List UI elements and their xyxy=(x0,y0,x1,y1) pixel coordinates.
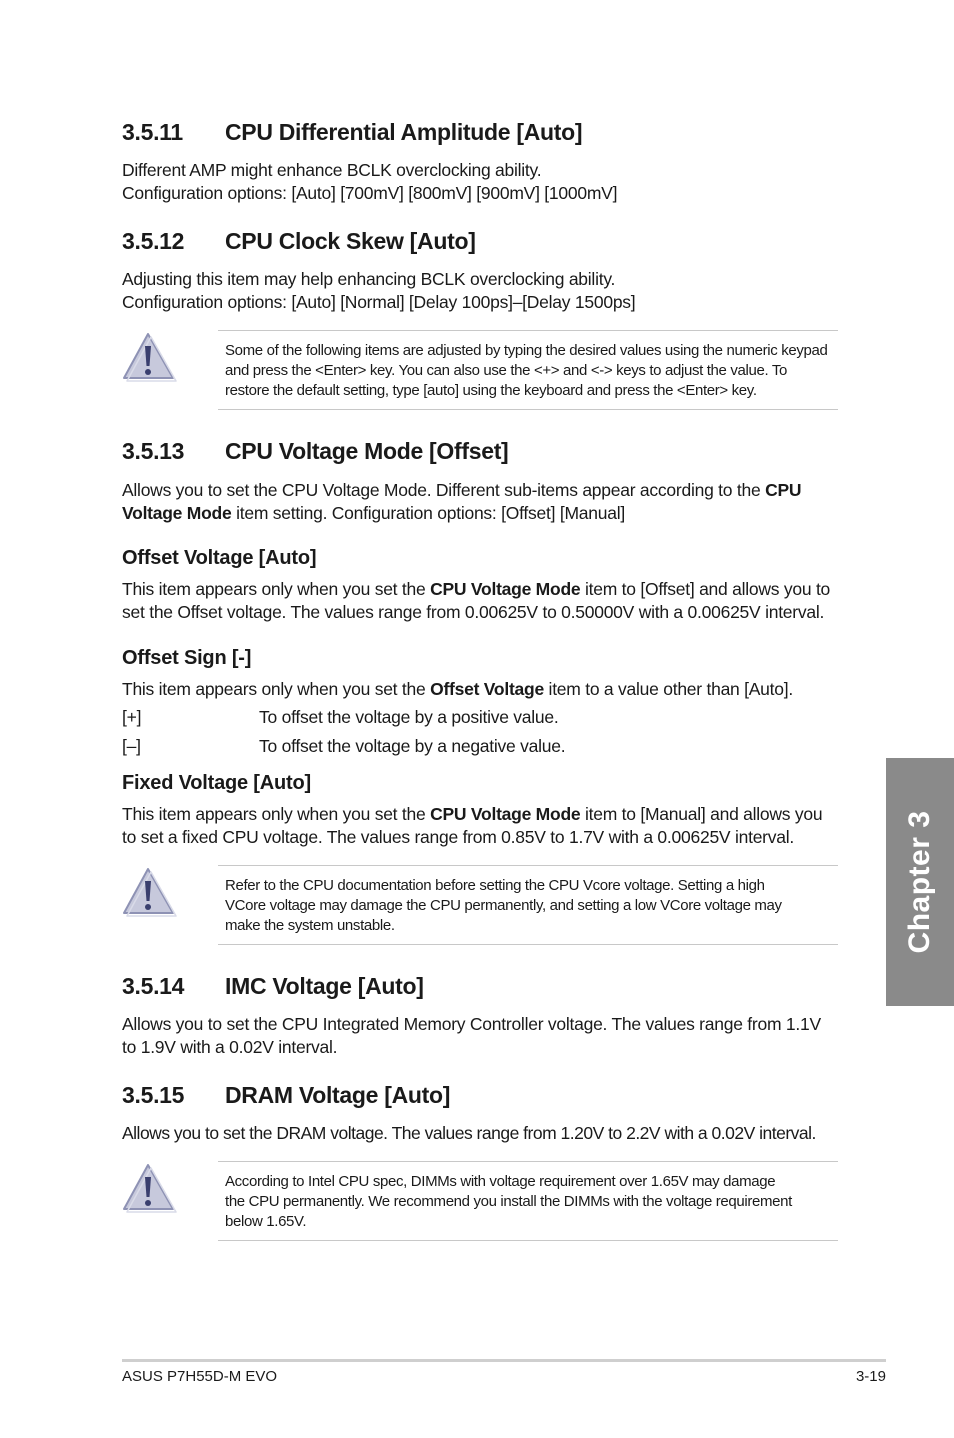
note-line: Some of the following items are adjusted by typing the desired values using the numeric keypad xyxy=(225,342,828,359)
body-line xyxy=(122,479,842,502)
note-line: According to Intel CPU spec, DIMMs with voltage requirement over 1.65V may damage xyxy=(225,1173,776,1190)
body-line xyxy=(122,678,842,701)
section-heading-3-5-14 xyxy=(122,973,424,1000)
section-number: 3.5.13 xyxy=(122,438,185,464)
body-line: Allows you to set the CPU Integrated Memory Controller voltage. The values range from 1.1V xyxy=(122,1014,821,1034)
bold-term: CPU Voltage Mode xyxy=(430,579,581,599)
option-desc: To offset the voltage by a positive value. xyxy=(259,707,559,727)
bold-term: CPU Voltage Mode xyxy=(430,804,581,824)
body-line: to set a fixed CPU voltage. The values range from 0.85V to 1.7V with a 0.00625V interval. xyxy=(122,827,794,847)
body-line: Configuration options: [Auto] [700mV] [800mV] [900mV] [1000mV] xyxy=(122,183,618,203)
warning-triangle-icon xyxy=(122,331,178,383)
chapter-tab xyxy=(886,758,954,1006)
footer-product-name: ASUS P7H55D-M EVO xyxy=(122,1368,278,1385)
bold-term: CPU xyxy=(765,480,802,500)
section-body-3-5-12 xyxy=(122,268,842,314)
section-title: DRAM Voltage [Auto] xyxy=(225,1082,451,1108)
note-line: and press the <Enter> key. You can also use the <+> and <-> keys to adjust the value. To xyxy=(225,362,787,379)
text-run: This item appears only when you set the xyxy=(122,579,431,599)
note-line: the CPU permanently. We recommend you install the DIMMs with the voltage requirement xyxy=(225,1193,792,1210)
footer-page-number: 3-19 xyxy=(855,1368,886,1385)
note-box-dimm xyxy=(218,1161,838,1241)
text-run: Allows you to set the CPU Voltage Mode. Different sub-items appear according to the xyxy=(122,480,766,500)
section-number: 3.5.11 xyxy=(122,119,183,145)
body-fixed-voltage xyxy=(122,803,842,849)
bold-term: Voltage Mode xyxy=(122,503,232,523)
warning-triangle-icon xyxy=(122,866,178,918)
section-heading-3-5-11 xyxy=(122,119,582,146)
bold-term: Offset Voltage xyxy=(430,679,544,699)
note-box-keypad xyxy=(218,330,838,410)
section-title: CPU Voltage Mode [Offset] xyxy=(225,438,509,464)
note-line: VCore voltage may damage the CPU permanently, and setting a low VCore voltage may xyxy=(225,897,782,914)
body-line: to 1.9V with a 0.02V interval. xyxy=(122,1037,338,1057)
option-desc: To offset the voltage by a negative value. xyxy=(259,736,566,756)
section-heading-3-5-13 xyxy=(122,438,508,465)
body-line: Different AMP might enhance BCLK overclocking ability. xyxy=(122,160,542,180)
text-run: item to [Manual] and allows you xyxy=(580,804,823,824)
body-offset-voltage xyxy=(122,578,842,624)
body-offset-sign xyxy=(122,678,842,701)
text-run: item setting. Configuration options: [Offset] [Manual] xyxy=(231,503,625,523)
section-number: 3.5.15 xyxy=(122,1082,185,1108)
section-number: 3.5.12 xyxy=(122,228,185,254)
section-heading-3-5-12 xyxy=(122,228,476,255)
note-line: below 1.65V. xyxy=(225,1213,307,1230)
text-run: This item appears only when you set the xyxy=(122,679,431,699)
section-title: CPU Differential Amplitude [Auto] xyxy=(225,119,583,145)
subheading-fixed-voltage: Fixed Voltage [Auto] xyxy=(122,772,311,794)
section-number: 3.5.14 xyxy=(122,973,185,999)
body-line xyxy=(122,578,842,601)
text-run: item to [Offset] and allows you to xyxy=(580,579,831,599)
section-title: IMC Voltage [Auto] xyxy=(225,973,424,999)
warning-triangle-icon xyxy=(122,1162,178,1214)
note-text xyxy=(218,866,838,944)
option-key: [+] xyxy=(122,707,142,727)
body-line: Allows you to set the DRAM voltage. The values range from 1.20V to 2.2V with a 0.02V interval. xyxy=(122,1123,816,1143)
footer-rule xyxy=(122,1359,886,1362)
body-line xyxy=(122,803,842,826)
note-text xyxy=(218,1162,838,1240)
text-run: This item appears only when you set the xyxy=(122,804,431,824)
body-line: Adjusting this item may help enhancing BCLK overclocking ability. xyxy=(122,269,616,289)
section-body-3-5-15 xyxy=(122,1122,842,1145)
note-line: restore the default setting, type [auto] using the keyboard and press the <Enter> key. xyxy=(225,382,757,399)
subheading-offset-voltage: Offset Voltage [Auto] xyxy=(122,547,317,569)
body-line: set the Offset voltage. The values range from 0.00625V to 0.50000V with a 0.00625V interval. xyxy=(122,602,825,622)
note-line: make the system unstable. xyxy=(225,917,395,934)
note-box-vcore xyxy=(218,865,838,945)
section-title: CPU Clock Skew [Auto] xyxy=(225,228,476,254)
note-text xyxy=(218,331,838,409)
text-run: item to a value other than [Auto]. xyxy=(543,679,793,699)
note-line: Refer to the CPU documentation before setting the CPU Vcore voltage. Setting a high xyxy=(225,877,765,894)
body-line: Configuration options: [Auto] [Normal] [Delay 100ps]–[Delay 1500ps] xyxy=(122,292,636,312)
chapter-tab-label: Chapter 3 xyxy=(903,810,936,954)
subheading-offset-sign: Offset Sign [-] xyxy=(122,647,252,669)
section-body-3-5-14 xyxy=(122,1013,842,1059)
section-body-3-5-11 xyxy=(122,159,842,205)
body-line xyxy=(122,502,842,525)
section-body-3-5-13 xyxy=(122,479,842,525)
option-key: [–] xyxy=(122,736,141,756)
section-heading-3-5-15 xyxy=(122,1082,450,1109)
